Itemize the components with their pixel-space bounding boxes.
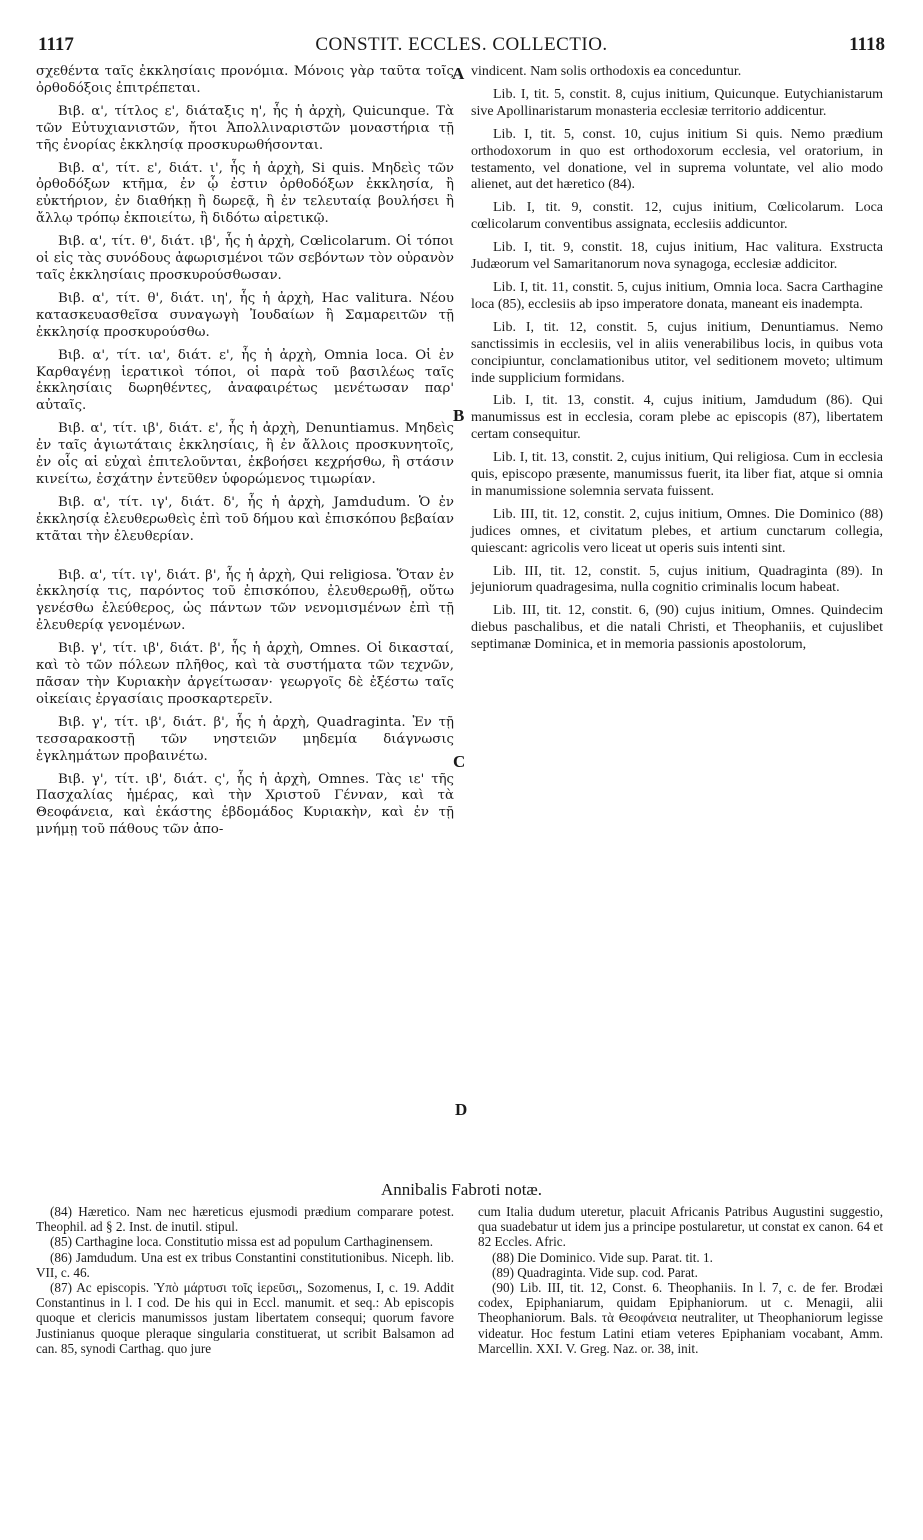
running-title: CONSTIT. ECCLES. COLLECTIO.: [315, 34, 608, 55]
notes-left-column: [36, 1204, 454, 1356]
footnote: (86) Jamdudum. Una est ex tribus Constantini constitutionibus. Niceph. lib. VII, c. 46.: [36, 1249, 454, 1280]
latin-entry: Lib. I, tit. 5, constit. 8, cujus initium, Quicunque. Eutychianistarum sive Apollinaristarum monasteria ecclesiæ territorio addicentur.: [471, 86, 883, 119]
latin-entry: Lib. I, tit. 5, const. 10, cujus initium Si quis. Nemo prædium orthodoxorum in quo est orthodoxorum ecclesia, vel oratorium, in testamento, vel donatione, vel in suprema voluntate, vel alio modo alienet, aut det hæretico (84).: [471, 126, 883, 193]
greek-entry: Βιβ. α', τίτ. ια', διάτ. ε', ἧς ἡ ἀρχὴ, Omnia loca. Οἱ ἐν Καρθαγένῃ ἱερατικοὶ τόποι, οἱ παρὰ τοῦ βασιλέως ταῖς ἐκκλησίαις δωρηθέντες, ἀναφαιρέτως μενέτωσαν παρ' αὐταῖς.: [36, 347, 454, 414]
greek-entry: Βιβ. γ', τίτ. ιβ', διάτ. ς', ἧς ἡ ἀρχὴ, Omnes. Τὰς ιε' τῆς Πασχαλίας ἡμέρας, καὶ τὴν Χριστοῦ Γένναν, καὶ τὰ Θεοφάνεια, καὶ ἑκάστης ἑβδομάδος Κυριακὴν, καὶ ἐν τῇ μνήμῃ τοῦ πάθους τῶν ἀπο-: [36, 771, 454, 838]
right-page-number: 1118: [849, 34, 885, 55]
latin-entry: Lib. III, tit. 12, constit. 6, (90) cujus initium, Omnes. Quindecim diebus paschalibus, et die natali Christi, et Theophaniis, et cujuslibet septimanæ Dominica, et in memoria passionis apostolorum,: [471, 603, 883, 653]
latin-entry: Lib. I, tit. 9, constit. 18, cujus initium, Hac valitura. Exstructa Judæorum vel Samaritanorum nova synagoga, ecclesiæ addicitor.: [471, 240, 883, 273]
greek-entry: Βιβ. γ', τίτ. ιβ', διάτ. β', ἧς ἡ ἀρχὴ, Omnes. Οἱ δικασταί, καὶ τὸ τῶν πόλεων πλῆθος, καὶ τὰ συστήματα τῶν τεχνῶν, πᾶσαν τὴν Κυριακὴν ἀργείτωσαν· γεωργοῖς δὲ ἐξέστω ταῖς οἰκείαις ἐργασίαις προσκαρτερεῖν.: [36, 641, 454, 707]
latin-column: [471, 64, 883, 660]
footnote: (84) Hæretico. Nam nec hæreticus ejusmodi prædium comparare potest. Theophil. ad § 2. Inst. de inutil. stipul.: [36, 1204, 454, 1235]
latin-entry: Lib. III, tit. 12, constit. 5, cujus initium, Quadraginta (89). In jejuniorum quadragesima, nulla cognitio criminalis locum habeat.: [471, 563, 883, 596]
footnote: (87) Ac episcopis. Ὑπὸ μάρτυσι τοῖς ἱερεῦσι,, Sozomenus, I, c. 19. Addit Constantinus in l. I cod. De his qui in Eccl. manumit. et seq.: Ab episcopis quoque et clericis manumissos justam libertatem consequi; quorum favore Justinianus quoque pleraque singularia constituerat, ut scribit Balsamon ad can. 85, synodi Carthag. quo jure: [36, 1280, 454, 1356]
footnote: (88) Die Dominico. Vide sup. Parat. tit. 1.: [492, 1249, 713, 1265]
section-marker-b: B: [453, 406, 465, 425]
latin-entry: Lib. I, tit. 12, constit. 5, cujus initium, Denuntiamus. Nemo sanctissimis in ecclesiis, vel in aliis venerabilibus locis, in quibus vota concipiuntur, conclamationibus utitor, vel seditionem moveto; ultimum inde supplicium formidans.: [471, 319, 883, 386]
greek-entry: Βιβ. α', τίτ. ιβ', διάτ. ε', ἧς ἡ ἀρχὴ, Denuntiamus. Μηδεὶς ἐν ταῖς ἁγιωτάταις ἐκκλησίαις, ἢ ἐν ἄλλοις προσκυνητοῖς, ἐν οἷς αἱ εὐχαὶ ἐπιτελοῦνται, ἐκβοήσει κεχρήσθω, ἢ στάσιν κινείτω, ἐσχάτην ἐντεῦθεν ὑφορώμενος τιμωρίαν.: [36, 421, 454, 487]
section-marker-c: C: [453, 752, 466, 771]
latin-entry: Lib. I, tit. 9, constit. 12, cujus initium, Cœlicolarum. Loca cœlicolarum conventibus assignata, ecclesiis addicuntor.: [471, 200, 883, 233]
latin-entry: Lib. I, tit. 13, constit. 4, cujus initium, Jamdudum (86). Qui manumissus est in ecclesia, coram plebe ac episcopis (87), libertatem certam consequitur.: [471, 393, 883, 443]
notes-right-column: [478, 1204, 883, 1356]
greek-entry: Βιβ. α', τίτλος ε', διάταξις η', ἧς ἡ ἀρχὴ, Quicunque. Τὰ τῶν Εὐτυχιανιστῶν, ἤτοι Ἀπολλιναριστῶν μοναστήρια τῇ τῆς ἐνορίας ἐκκλησίᾳ προσκυρωθήσονται.: [36, 103, 454, 153]
footnote: (89) Quadraginta. Vide sup. cod. Parat.: [492, 1264, 698, 1280]
footnote: (90) Lib. III, tit. 12, Const. 6. Theophaniis. In l. 7, c. de fer. Brodæi codex, Epiphaniarum, quidam Epiphaniorum. ut c. Menagii, alii Theophaniorum. Bals. τὰ Θεοφάνεια neutraliter, ut Theophaniorum legisse videatur. Hoc festum Latini etiam veteres Epiphaniam vocabant, Amm. Marcellin. XXI. V. Greg. Naz. or. 38, init.: [478, 1280, 883, 1356]
greek-entry: Βιβ. α', τίτ. ε', διάτ. ι', ἧς ἡ ἀρχὴ, Si quis. Μηδεὶς τῶν ὀρθοδόξων κτῆμα, ἐν ᾧ ἐστιν ὀρθοδόξων ἐκκλησία, ἢ εὐκτήριον, ἐν διαθήκῃ ἢ δωρεᾷ, ἢ ἐν τελευταίᾳ βουλήσει ἢ ἄλλῳ τρόπῳ ἐκποιείτω, ἢ διδότω αἱρετικῷ.: [36, 160, 454, 227]
greek-entry: Βιβ. α', τίτ. ιγ', διάτ. δ', ἧς ἡ ἀρχὴ, Jamdudum. Ὁ ἐν ἐκκλησίᾳ ἐλευθερωθεὶς ἐπὶ τοῦ δήμου καὶ ἐπισκόπου βεβαίαν κτᾶται τὴν ἐλευθερίαν.: [36, 494, 454, 544]
latin-entry: vindicent. Nam solis orthodoxis ea conceduntur.: [471, 64, 742, 79]
greek-entry: Βιβ. α', τίτ. θ', διάτ. ιη', ἧς ἡ ἀρχὴ, Hac valitura. Νέου κατασκευασθεῖσα συναγωγὴ Ἰουδαίων ἢ Σαμαρειτῶν τῇ ἐκκλησίᾳ προσκυρούσθω.: [36, 290, 454, 340]
latin-entry: Lib. III, tit. 12, constit. 2, cujus initium, Omnes. Die Dominico (88) judices omnes, et civitatum plebes, et artium cunctarum collegia, quiescant: agricolis vero liceat ut operis suis intenti sint.: [471, 506, 883, 556]
section-marker-a: A: [452, 64, 465, 83]
greek-entry: Βιβ. γ', τίτ. ιβ', διάτ. β', ἧς ἡ ἀρχὴ, Quadraginta. Ἐν τῇ τεσσαρακοστῇ τῶν νηστειῶν μηδεμία διάγνωσις ἐγκλημάτων προβαινέτω.: [36, 714, 454, 764]
section-marker-d: D: [455, 1100, 468, 1119]
greek-entry: σχεθέντα ταῖς ἐκκλησίαις προνόμια. Μόνοις γὰρ ταῦτα τοῖς ὀρθοδόξοις ἐπιτρέπεται.: [36, 64, 454, 96]
greek-entry: Βιβ. α', τίτ. ιγ', διάτ. β', ἧς ἡ ἀρχὴ, Qui religiosa. Ὅταν ἐν ἐκκλησίᾳ τις, παρόντος τοῦ ἐπισκόπου, ἐλευθερωθῇ, οὕτω γενέσθω ἐλεύθερος, ὡς πάντων τῶν νενομισμένων ἐπὶ τῇ ἐλευθερίᾳ γενομένων.: [36, 567, 454, 634]
greek-entry: Βιβ. α', τίτ. θ', διάτ. ιβ', ἧς ἡ ἀρχὴ, Cœlicolarum. Οἱ τόποι οἱ εἰς τὰς συνόδους ἀφωρισμένοι τῶν σεβόντων τὸν οὐρανὸν ταῖς ἐκκλησίαις προσκυρούσθωσαν.: [36, 234, 454, 283]
footnote: (85) Carthagine loca. Constitutio missa est ad populum Carthaginensem.: [50, 1234, 434, 1250]
latin-entry: Lib. I, tit. 13, constit. 2, cujus initium, Qui religiosa. Cum in ecclesia quis, episcopo præsente, manumissus fuerit, ita liber fiat, atque si omnia in manumissione solemnia servata fuissent.: [471, 450, 883, 499]
page-header: [38, 34, 885, 56]
greek-column: [36, 64, 454, 845]
notes-heading: Annibalis Fabroti notæ.: [380, 1180, 543, 1199]
footnote: cum Italia dudum uteretur, placuit Africanis Patribus Augustini suggestio, qua suadebatur ut idem jus a principe postularetur, ut constat ex canon. 64 et 82 Eccles. Afric.: [478, 1204, 883, 1250]
latin-entry: Lib. I, tit. 11, constit. 5, cujus initium, Omnia loca. Sacra Carthagine loca (85), ecclesiis ab ipso imperatore donata, maneant eis inadempta.: [471, 279, 883, 312]
left-page-number: 1117: [38, 34, 74, 55]
